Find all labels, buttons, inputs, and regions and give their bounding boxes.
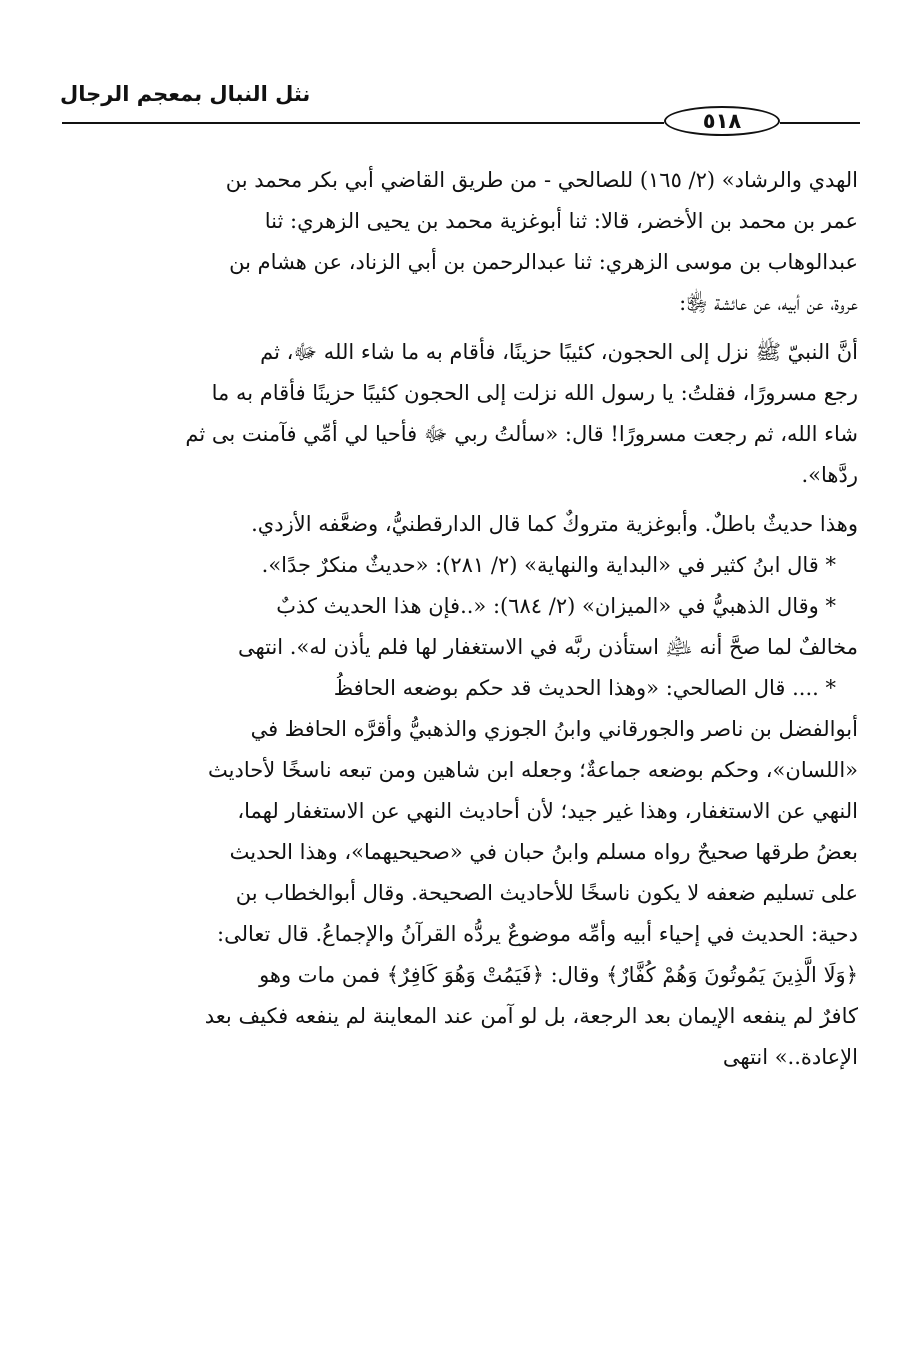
text-line: ردَّها». (801, 463, 858, 487)
text-line: * .... قال الصالحي: «وهذا الحديث قد حكم بوضعه الحافظُ (333, 676, 836, 700)
text-line: الهدي والرشاد» (٢/ ١٦٥) للصالحي - من طريق القاضي أبي بكر محمد بن (225, 168, 858, 192)
header-rule (62, 122, 664, 124)
text-line: رجع مسرورًا، فقلتُ: يا رسول الله نزلت إلى الحجون كئيبًا حزينًا فأقام به ما (211, 381, 858, 405)
page-number-badge: ٥١٨ (664, 106, 780, 136)
text-line: مخالفٌ لما صحَّ أنه ﵇ استأذن ربَّه في الاستغفار لها فلم يأذن له». انتهى (237, 635, 858, 659)
text-line: شاء الله، ثم رجعت مسرورًا! قال: «سألتُ ربي ﷻ فأحيا لي أمِّي فآمنت بى ثم (185, 422, 858, 446)
text-line: «اللسان»، وحكم بوضعه جماعةٌ؛ وجعله ابن شاهين ومن تبعه ناسخًا لأحاديث (208, 758, 858, 782)
text-line: كافرٌ لم ينفعه الإيمان بعد الرجعة، بل لو آمن عند المعاينة لم ينفعه فكيف بعد (204, 1004, 858, 1028)
text-line: * وقال الذهبيُّ في «الميزان» (٢/ ٦٨٤): «..فإن هذا الحديث كذبٌ (276, 594, 836, 618)
text-line: دحية: الحديث في إحياء أبيه وأمِّه موضوعٌ يردُّه القرآنُ والإجماعُ. قال تعالى: (217, 922, 858, 946)
text-line: أنَّ النبيّ ﷺ نزل إلى الحجون، كئيبًا حزينًا، فأقام به ما شاء الله ﷻ، ثم (260, 340, 858, 364)
text-line: النهي عن الاستغفار، وهذا غير جيد؛ لأن أحاديث النهي عن الاستغفار لهما، (237, 799, 858, 823)
text-line: عمر بن محمد بن الأخضر، قالا: ثنا أبوغزية محمد بن يحيى الزهري: ثنا (264, 209, 858, 233)
text-line: ﴿وَلَا الَّذِينَ يَمُوتُونَ وَهُمْ كُفَّارٌ﴾ وقال: ﴿فَيَمُتْ وَهُوَ كَافِرٌ﴾ فمن مات وهو (259, 963, 858, 987)
text-line: عروة، عن أبيه، عن عائشة ﵂: (679, 291, 858, 315)
text-line: الإعادة..» انتهى (722, 1045, 858, 1069)
page-body (62, 160, 858, 1078)
text-line: عبدالوهاب بن موسى الزهري: ثنا عبدالرحمن بن أبي الزناد، عن هشام بن (229, 250, 858, 274)
text-line: على تسليم ضعفه لا يكون ناسخًا للأحاديث الصحيحة. وقال أبوالخطاب بن (235, 881, 858, 905)
running-header-title: نثل النبال بمعجم الرجال (60, 82, 311, 106)
text-line: أبوالفضل بن ناصر والجورقاني وابنُ الجوزي والذهبيُّ وأقرَّه الحافظ في (250, 717, 858, 741)
text-line: * قال ابنُ كثير في «البداية والنهاية» (٢/ ٢٨١): «حديثٌ منكرٌ جدًا». (261, 553, 836, 577)
text-line: بعضُ طرقها صحيحٌ رواه مسلم وابنُ حبان في «صحيحيهما»، وهذا الحديث (229, 840, 858, 864)
text-line: وهذا حديثٌ باطلٌ. وأبوغزية متروكٌ كما قال الدارقطنيُّ، وضعَّفه الأزدي. (251, 512, 858, 536)
header-rule-right (780, 122, 860, 124)
